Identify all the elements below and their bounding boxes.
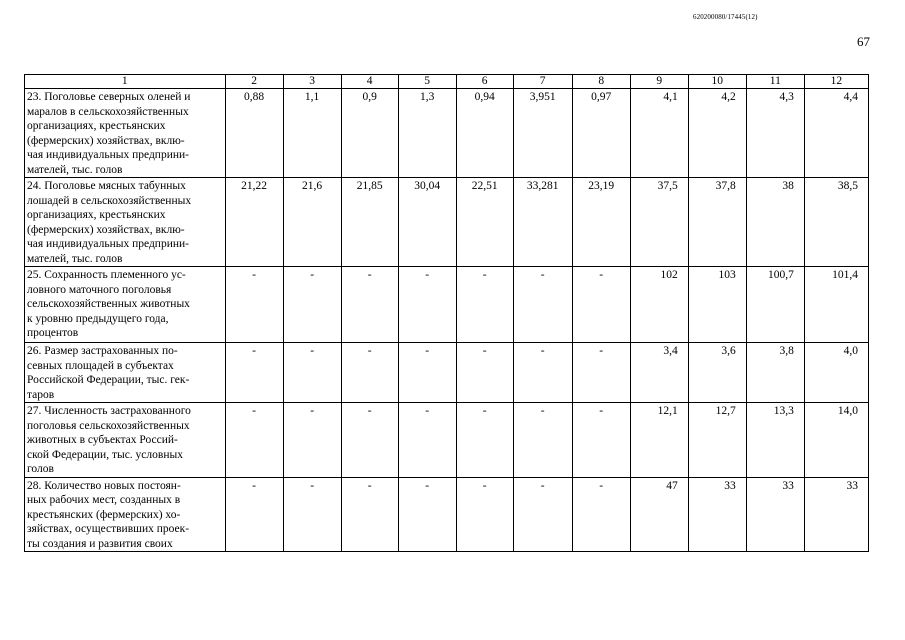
value-cell: - — [225, 403, 283, 478]
value-cell: 13,3 — [746, 403, 804, 478]
page-number: 67 — [857, 34, 870, 49]
indicator-label-line: 24. Поголовье мясных табунных — [27, 180, 186, 192]
table-row — [25, 343, 869, 403]
indicator-label-line: ты создания и развития своих — [27, 537, 173, 550]
indicator-label-line: крестьянских (фермерских) хо- — [27, 508, 181, 521]
value-cell: 3,6 — [688, 343, 746, 403]
value-cell: 103 — [688, 267, 746, 343]
table-body — [25, 89, 869, 552]
column-number: 8 — [572, 75, 630, 89]
indicator-label-line: 28. Количество новых постоян- — [27, 479, 181, 492]
column-number: 10 — [688, 75, 746, 89]
value-cell: 4,0 — [804, 343, 868, 403]
indicator-label — [25, 267, 226, 343]
value-cell: 33 — [688, 477, 746, 552]
indicator-label-line: таров — [27, 388, 55, 401]
indicator-label-line: чая индивидуальных предприни- — [27, 149, 189, 161]
value-cell: 12,1 — [630, 403, 688, 478]
indicator-label-line: 23. Поголовье северных оленей и — [27, 91, 191, 103]
value-cell: 1,1 — [283, 89, 341, 178]
column-number-row — [25, 75, 869, 89]
value-cell: - — [283, 267, 341, 343]
document-id: 620200080/17445(12) — [693, 13, 758, 21]
value-cell: 33 — [804, 477, 868, 552]
value-cell: - — [341, 477, 398, 552]
value-cell: 38 — [746, 178, 804, 267]
value-cell: - — [225, 477, 283, 552]
value-cell: - — [398, 477, 456, 552]
value-cell: 101,4 — [804, 267, 868, 343]
indicator-label-line: ской Федерации, тыс. условных — [27, 448, 183, 461]
value-cell: - — [513, 343, 572, 403]
value-cell: - — [398, 403, 456, 478]
indicator-label-line: (фермерских) хозяйствах, вклю- — [27, 223, 185, 236]
indicator-label-line: (фермерских) хозяйствах, вклю- — [27, 134, 185, 147]
indicator-label-line: ных рабочих мест, созданных в — [27, 494, 181, 506]
value-cell: - — [572, 403, 630, 478]
column-number: 7 — [513, 75, 572, 89]
indicator-label-line: 25. Сохранность племенного ус- — [27, 269, 186, 281]
indicator-label-line: голов — [27, 463, 54, 475]
value-cell: - — [341, 267, 398, 343]
indicator-label-line: лошадей в сельскохозяйственных — [27, 194, 192, 207]
indicators-table — [24, 74, 869, 552]
value-cell: 22,51 — [456, 178, 513, 267]
indicator-label — [25, 403, 226, 478]
value-cell: 21,85 — [341, 178, 398, 267]
value-cell: - — [225, 267, 283, 343]
indicator-label-line: чая индивидуальных предприни- — [27, 238, 189, 250]
value-cell: - — [456, 343, 513, 403]
indicator-label — [25, 89, 226, 178]
value-cell: 37,5 — [630, 178, 688, 267]
value-cell: - — [341, 403, 398, 478]
value-cell: 37,8 — [688, 178, 746, 267]
indicator-label-line: севных площадей в субъектах — [27, 359, 174, 372]
value-cell: 4,4 — [804, 89, 868, 178]
table-row — [25, 89, 869, 178]
indicator-label-line: мателей, тыс. голов — [27, 252, 123, 265]
value-cell: 38,5 — [804, 178, 868, 267]
table-row — [25, 477, 869, 552]
column-number: 9 — [630, 75, 688, 89]
indicator-label-line: процентов — [27, 327, 79, 339]
value-cell: - — [283, 477, 341, 552]
value-cell: 23,19 — [572, 178, 630, 267]
indicator-label-line: поголовья сельскохозяйственных — [27, 419, 190, 432]
value-cell: - — [398, 267, 456, 343]
value-cell: 3,951 — [513, 89, 572, 178]
table-row — [25, 178, 869, 267]
value-cell: 0,94 — [456, 89, 513, 178]
column-number: 4 — [341, 75, 398, 89]
value-cell: 4,2 — [688, 89, 746, 178]
value-cell: - — [513, 267, 572, 343]
indicator-label-line: ловного маточного поголовья — [27, 283, 172, 296]
column-number: 12 — [804, 75, 868, 89]
value-cell: - — [456, 267, 513, 343]
value-cell: 12,7 — [688, 403, 746, 478]
value-cell: 0,97 — [572, 89, 630, 178]
value-cell: 33,281 — [513, 178, 572, 267]
column-number: 3 — [283, 75, 341, 89]
column-number: 6 — [456, 75, 513, 89]
value-cell: - — [283, 343, 341, 403]
indicator-label-line: организациях, крестьянских — [27, 209, 166, 221]
indicator-label — [25, 178, 226, 267]
value-cell: - — [513, 477, 572, 552]
value-cell: 47 — [630, 477, 688, 552]
value-cell: 1,3 — [398, 89, 456, 178]
value-cell: 0,9 — [341, 89, 398, 178]
indicator-label-line: маралов в сельскохозяйственных — [27, 105, 189, 118]
value-cell: - — [283, 403, 341, 478]
value-cell: 100,7 — [746, 267, 804, 343]
value-cell: - — [456, 403, 513, 478]
indicator-label-line: Российской Федерации, тыс. гек- — [27, 374, 190, 386]
column-number: 2 — [225, 75, 283, 89]
column-number: 11 — [746, 75, 804, 89]
value-cell: 0,88 — [225, 89, 283, 178]
value-cell: 102 — [630, 267, 688, 343]
indicator-label-line: организациях, крестьянских — [27, 120, 166, 132]
value-cell: - — [572, 267, 630, 343]
value-cell: - — [513, 403, 572, 478]
value-cell: - — [398, 343, 456, 403]
value-cell: 14,0 — [804, 403, 868, 478]
value-cell: 21,22 — [225, 178, 283, 267]
value-cell: 4,3 — [746, 89, 804, 178]
value-cell: 3,8 — [746, 343, 804, 403]
column-number: 5 — [398, 75, 456, 89]
value-cell: 21,6 — [283, 178, 341, 267]
value-cell: 3,4 — [630, 343, 688, 403]
indicator-label-line: зяйствах, осуществивших проек- — [27, 523, 190, 535]
indicator-label-line: к уровню предыдущего года, — [27, 312, 169, 325]
indicator-label — [25, 477, 226, 552]
value-cell: - — [572, 343, 630, 403]
table-row — [25, 403, 869, 478]
column-number: 1 — [25, 75, 226, 89]
indicator-label-line: мателей, тыс. голов — [27, 163, 123, 176]
indicator-label-line: животных в субъектах Россий- — [27, 434, 178, 446]
value-cell: - — [572, 477, 630, 552]
value-cell: - — [225, 343, 283, 403]
indicator-label-line: сельскохозяйственных животных — [27, 298, 190, 310]
value-cell: 33 — [746, 477, 804, 552]
indicator-label-line: 27. Численность застрахованного — [27, 405, 191, 417]
value-cell: 4,1 — [630, 89, 688, 178]
value-cell: - — [341, 343, 398, 403]
value-cell: 30,04 — [398, 178, 456, 267]
indicator-label — [25, 343, 226, 403]
value-cell: - — [456, 477, 513, 552]
indicator-label-line: 26. Размер застрахованных по- — [27, 345, 178, 357]
table-row — [25, 267, 869, 343]
